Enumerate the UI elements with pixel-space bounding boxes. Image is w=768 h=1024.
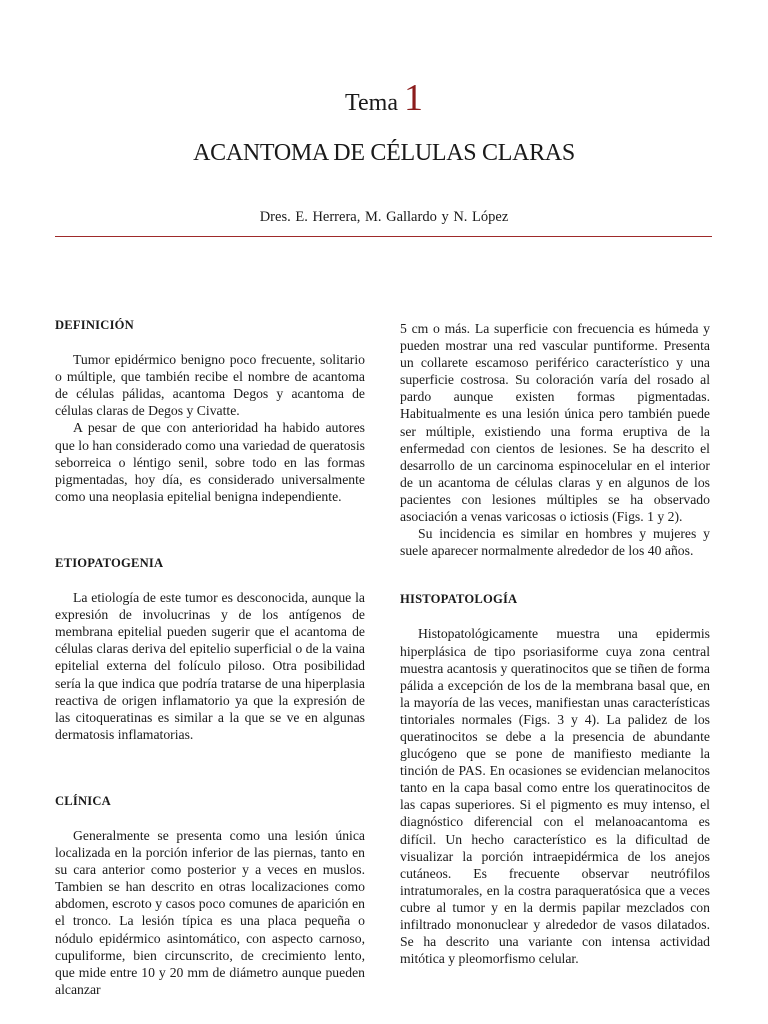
article-authors: Dres. E. Herrera, M. Gallardo y N. López — [259, 209, 509, 225]
left-column — [55, 317, 365, 998]
header-divider — [55, 236, 712, 237]
paragraph-definicion-2: A pesar de que con anterioridad ha habido autores que lo han considerado como una variedad de queratosis seborreica o léntigo senil, sobre todo en las formas pigmentadas, hoy día, es considerado universalmente como una neoplasia epitelial benigna independiente. — [55, 420, 365, 504]
right-column — [400, 320, 710, 967]
paragraph-etiopatogenia-1: La etiología de este tumor es desconocida, aunque la expresión de involucrinas y de los antígenos de membrana epitelial pueden sugerir que el acantoma de células claras deriva del epitelio superficial o de la vaina epitelial externa del folículo piloso. Otra posibilidad sería la que indica que podría tratarse de una hiperplasia reactiva de origen inflamatorio ya que la expresión de las citoqueratinas es similar a la que se ve en algunas dermatosis inflamatorias. — [55, 590, 365, 742]
chapter-label: Tema — [345, 90, 398, 116]
section-heading-clinica: CLÍNICA — [55, 793, 111, 808]
section-heading-definicion: DEFINICIÓN — [55, 318, 134, 332]
paragraph-clinica-2: Su incidencia es similar en hombres y mujeres y suele aparecer normalmente alrededor de los 40 años. — [400, 526, 710, 559]
chapter-number: 1 — [403, 77, 423, 119]
paragraph-clinica-1: Generalmente se presenta como una lesión única localizada en la porción inferior de las piernas, tanto en su cara anterior como posterior y a veces en muslos. Tambien se han descrito en otras localizaciones como abdomen, escroto y casos poco comunes de aparición en el tronco. La lesión típica es una placa pequeña o nódulo epidérmico asintomático, con aspecto carnoso, cupuliforme, bien circunscrito, de crecimiento lento, que mide entre 10 y 20 mm de diámetro aunque pueden alcanzar — [55, 827, 365, 997]
paragraph-definicion-1: Tumor epidérmico benigno poco frecuente, solitario o múltiple, que también recibe el nombre de acantoma de células pálidas, acantoma Degos y acantoma de células claras de Degos y Civatte. — [55, 352, 365, 419]
section-heading-histopatologia: HISTOPATOLOGÍA — [400, 592, 518, 607]
article-title: ACANTOMA DE CÉLULAS CLARAS — [193, 140, 575, 166]
paragraph-histopatologia-1: Histopatológicamente muestra una epidermis hiperplásica de tipo psoriasiforme cuya zona central muestra acantosis y queratinocitos que se tiñen de forma pálida a excepción de los de la membrana basal que, en la mayoría de las veces, manifiestan unas características tintoriales normales (Figs. 3 y 4). La palidez de los queratinocitos se debe a la presencia de abundante glucógeno que se pone de manifiesto mediante la tinción de PAS. En ocasiones se evidencian melanocitos tanto en la capa basal como entre los queratinocitos de las capas superiores. Si el pigmento es muy intenso, el diagnóstico diferencial con el melanoacantoma es difícil. Un hecho característico es la dificultad de visualizar la porción intraepidérmica de los anejos cutáneos. Es frecuente observar neutrófilos intratumorales, en la costra paraqueratósica que a veces cubre al tumor y en la dermis papilar mezclados con infiltrado mononuclear y alrededor de vasos dilatados. Se ha descrito una variante con intensa actividad mitótica y pleomorfismo celular. — [400, 626, 710, 967]
chapter-heading — [0, 76, 768, 120]
paragraph-clinica-continued: 5 cm o más. La superficie con frecuencia es húmeda y pueden mostrar una red vascular puntiforme. Presenta un collarete escamoso periférico característico y una superficie costrosa. Su coloración varía del rosado al pardo aunque existen formas pigmentadas. Habitualmente es una lesión única pero también puede ser múltiple, existiendo una forma eruptiva de la enfermedad con cientos de lesiones. Se ha descrito el desarrollo de un carcinoma espinocelular en el interior de un acantoma de células claras y en algunos de los pacientes con lesiones múltiples se ha observado asociación a venas varicosas o ictiosis (Figs. 1 y 2). — [400, 321, 710, 525]
section-heading-etiopatogenia: ETIOPATOGENIA — [55, 555, 164, 570]
